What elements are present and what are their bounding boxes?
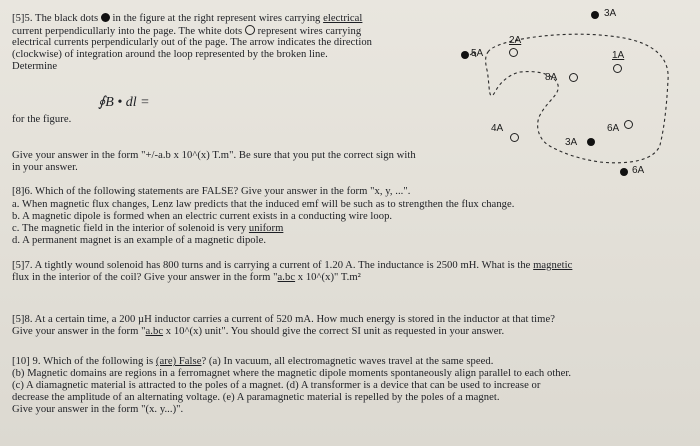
q6-option-a: a. When magnetic flux changes, Lenz law predicts that the induced emf will be such as to strengthen the flux change. xyxy=(12,199,515,210)
q8-line1: [5]8. At a certain time, a 200 µH inductor carries a current of 520 mA. How much energy is stored in the inductor at that time? xyxy=(12,314,555,325)
wire-4a-label: 4A xyxy=(491,123,504,134)
wire-2a-label: 2A xyxy=(509,35,522,46)
wire-5a-dot xyxy=(461,51,469,59)
wire-8a-dot xyxy=(569,73,578,82)
q7-line2-underlined: a.bc xyxy=(277,272,296,283)
q9-line5: Give your answer in the form "(x. y...)". xyxy=(12,404,184,415)
wire-4a-dot xyxy=(510,133,519,142)
wire-6a-bottom-label: 6A xyxy=(632,165,645,176)
q5-line4: (clockwise) of integration around the loop represented by the broken line. xyxy=(12,49,328,60)
q6-option-b: b. A magnetic dipole is formed when an electric current exists in a conducting wire loop. xyxy=(12,211,393,222)
q9-line1 xyxy=(12,356,493,368)
q5-for-figure: for the figure. xyxy=(12,114,72,125)
q5-line1-b: in the figure at the right represent wires carrying xyxy=(112,13,321,24)
q9-line1-underlined: (are) False xyxy=(155,356,202,367)
wire-6a-white-dot xyxy=(624,120,633,129)
q7-line2-c: x 10^(x)" T.m² xyxy=(295,272,361,283)
q6-option-c-underlined: uniform xyxy=(248,223,284,234)
q8-line2-a: Give your answer in the form " xyxy=(12,326,146,337)
q7-line2-a: flux in the interior of the coil? Give your answer in the form " xyxy=(12,272,278,283)
q9-line1-c: ? (a) In vacuum, all electromagnetic waves travel at the same speed. xyxy=(201,356,494,367)
q7-line2 xyxy=(12,272,361,284)
q6-option-d: d. A permanent magnet is an example of a magnetic dipole. xyxy=(12,235,267,246)
q9-line2: (b) Magnetic domains are regions in a ferromagnet where the magnetic dipole moments spontaneously align parallel to each other. xyxy=(12,368,572,379)
q5-line2-a: current perpendicullarly into the page. The white dots xyxy=(12,26,243,37)
q5-line5: Determine xyxy=(12,61,58,72)
wire-1a-dot xyxy=(613,64,622,73)
wire-1a-label: 1A xyxy=(612,50,625,61)
q9-line3: (c) A diamagnetic material is attracted to the poles of a magnet. (d) A transformer is a device that can be used to increase or xyxy=(12,380,541,391)
wire-3a-inner-label: 3A xyxy=(565,137,578,148)
wire-3a-dot xyxy=(591,11,599,19)
wire-3a-label: 3A xyxy=(604,8,617,19)
wire-2a-dot xyxy=(509,48,518,57)
q8-line2 xyxy=(12,326,504,338)
integral-expression: ∮B • dl = xyxy=(98,95,150,110)
q5-answer-line1: Give your answer in the form "+/-a.b x 10^(x) T.m". Be sure that you put the correct sign with xyxy=(12,150,416,161)
q5-line3: electrical currents perpendicularly out of the page. The arrow indicates the direction xyxy=(12,37,373,48)
wire-6a-bottom-dot xyxy=(620,168,628,176)
q8-line2-underlined: a.bc xyxy=(145,326,164,337)
q7-line1-text: [5]7. A tightly wound solenoid has 800 turns and is carrying a current of 1.20 A. The inductance is 2500 mH. What is the xyxy=(12,260,531,271)
wire-6a-white-label: 6A xyxy=(607,123,620,134)
q5-line1-a: [5]5. The black dots xyxy=(12,13,99,24)
wire-5a-label: 5A xyxy=(471,48,484,59)
wire-3a-inner-dot xyxy=(587,138,595,146)
q8-line2-c: x 10^(x) unit". You should give the correct SI unit as requested in your answer. xyxy=(163,326,505,337)
q7-line1-underlined: magnetic xyxy=(533,260,573,271)
q9-line1-a: [10] 9. Which of the following is xyxy=(12,356,154,367)
q6-option-c-text: c. The magnetic field in the interior of solenoid is very xyxy=(12,223,247,234)
q6-line1: [8]6. Which of the following statements are FALSE? Give your answer in the form "x, y, ...". xyxy=(12,186,411,197)
wire-8a-label: 8A xyxy=(545,72,558,83)
q6-option-c xyxy=(12,223,283,235)
q9-line4: decrease the amplitude of an alternating voltage. (e) A paramagnetic material is repelled by the poles of a magnet. xyxy=(12,392,500,403)
q5-line2-b: represent wires carrying xyxy=(257,26,362,37)
q5-answer-line2: in your answer. xyxy=(12,162,78,173)
q7-line1 xyxy=(12,260,572,272)
q5-line1-c: electrical xyxy=(323,13,363,24)
